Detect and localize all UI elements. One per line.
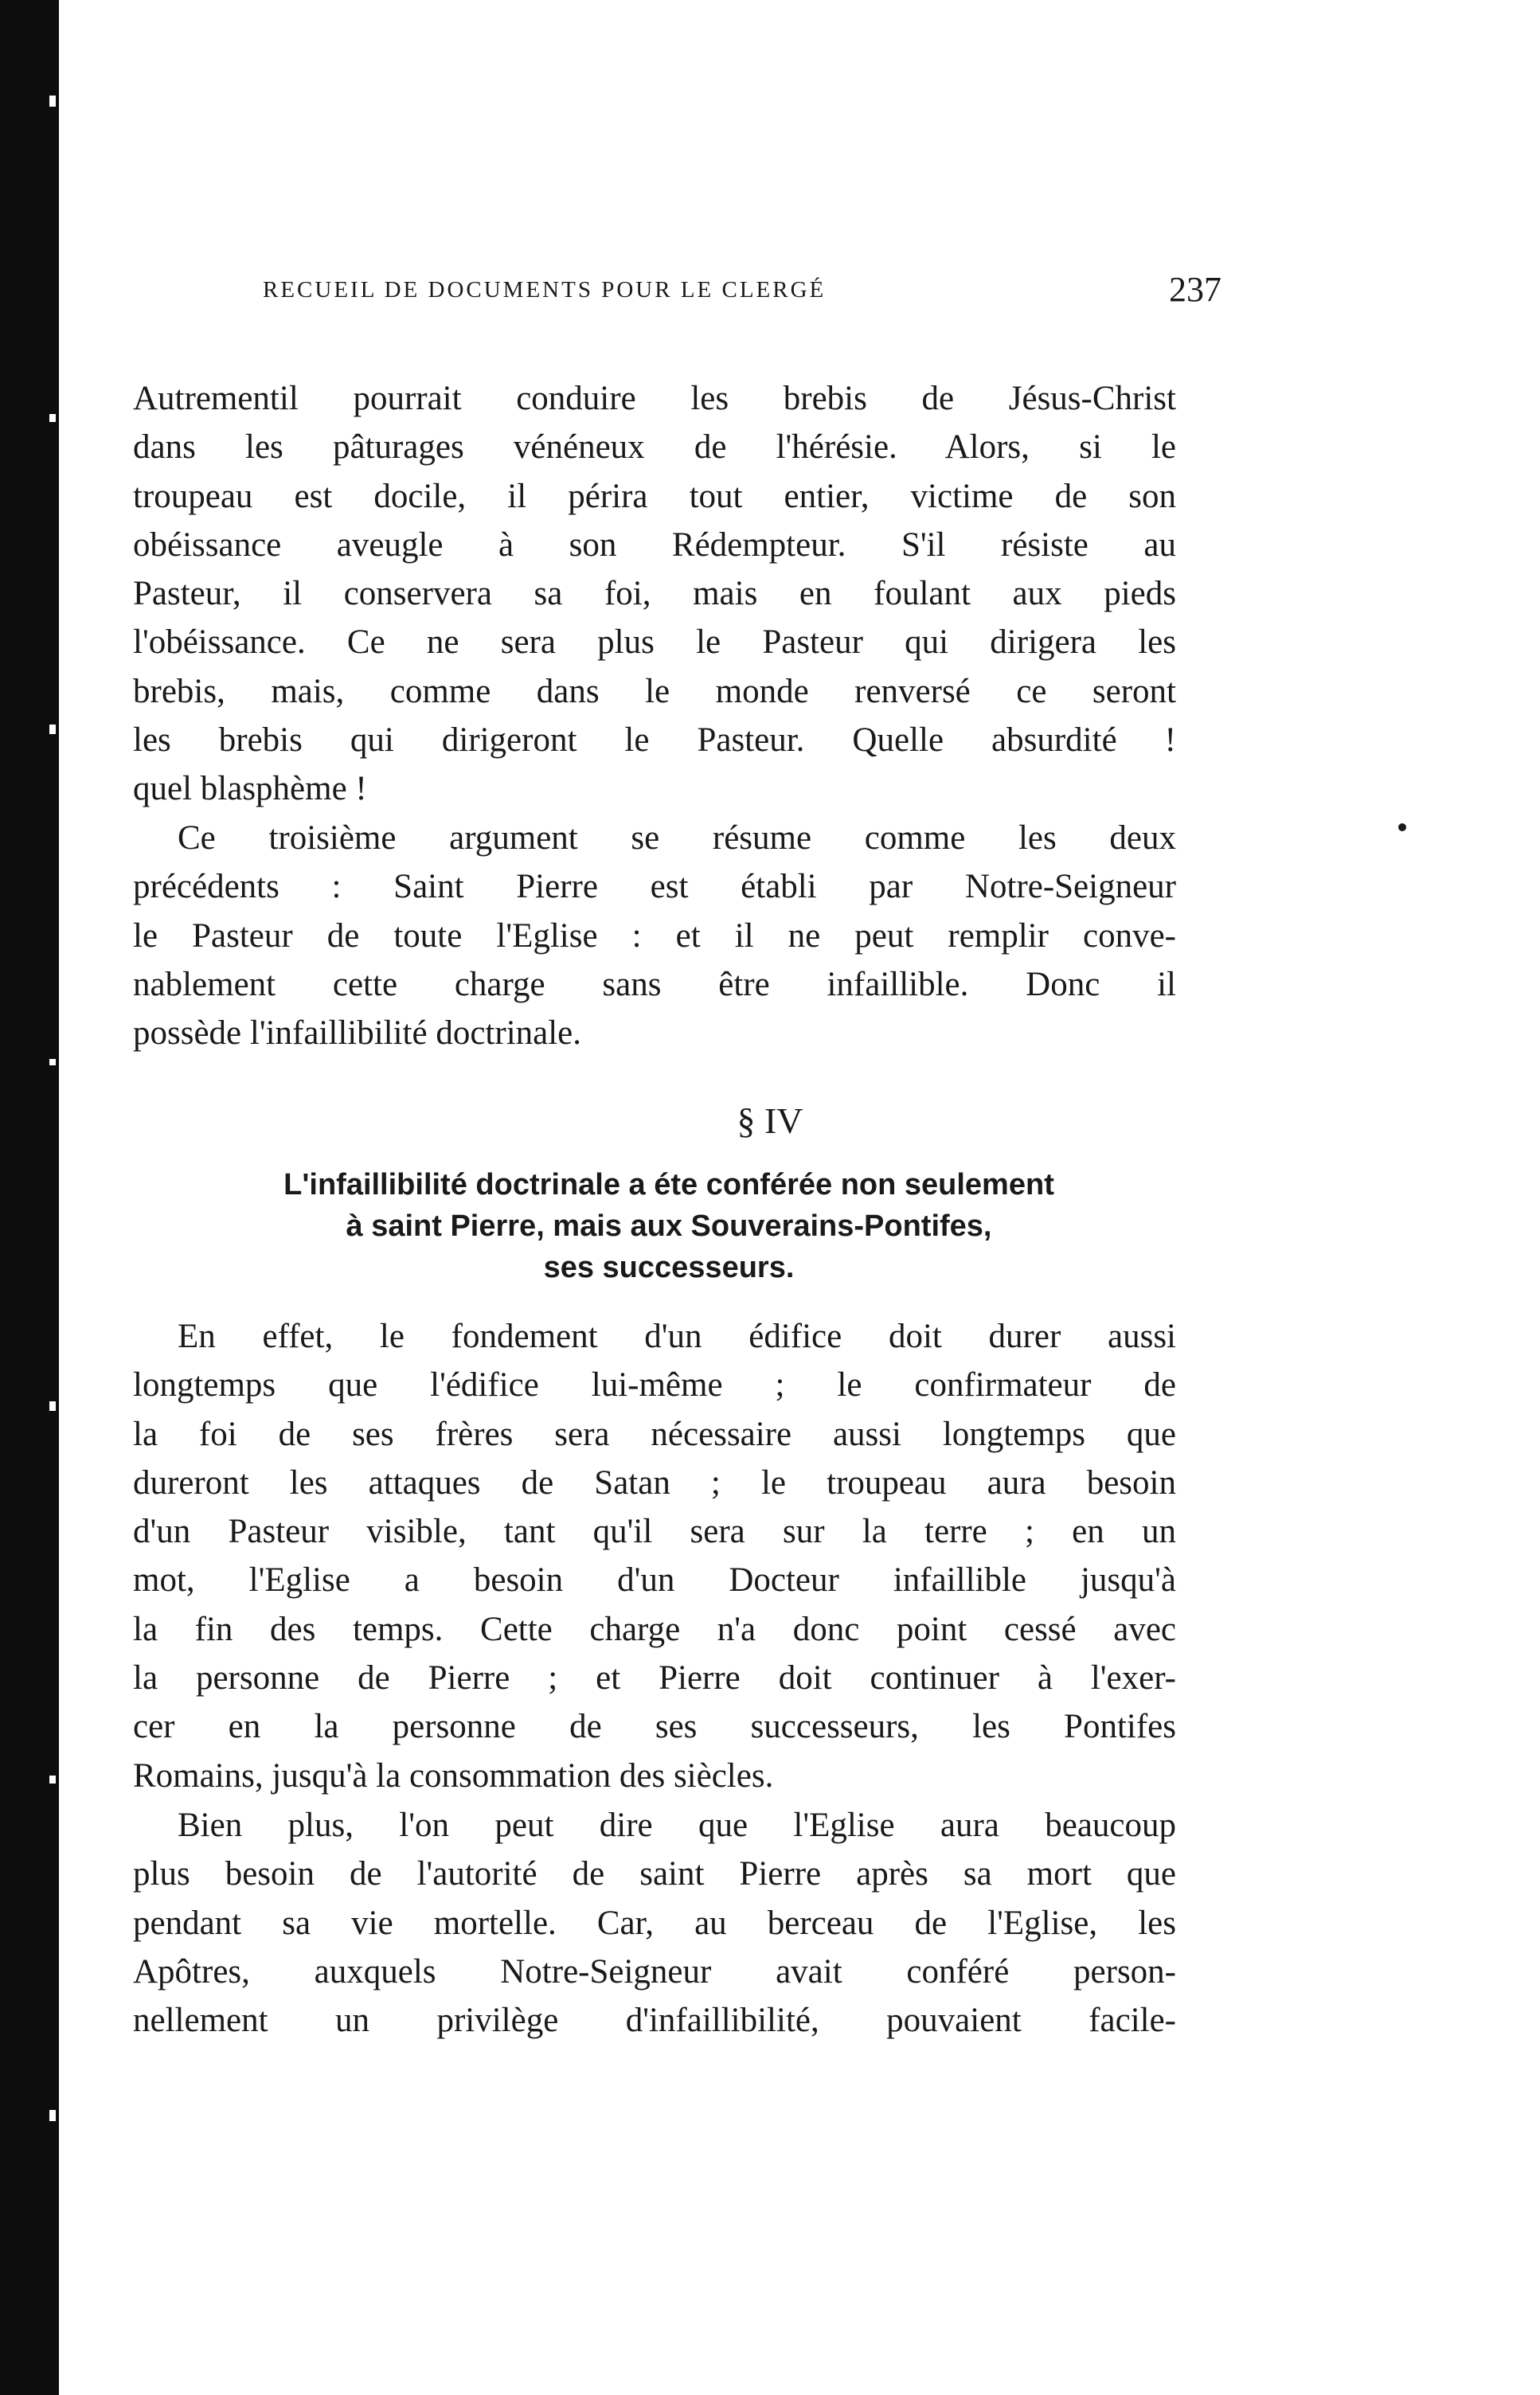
heading-line: à saint Pierre, mais aux Souverains-Pontifes, [346,1209,992,1243]
text-line: la fin des temps. Cette charge n'a donc point cessé avec [133,1610,1176,1648]
text-line: la personne de Pierre ; et Pierre doit continuer à l'exer- [133,1659,1176,1698]
page-header [263,268,1221,312]
text-line: d'un Pasteur visible, tant qu'il sera sur la terre ; en un [133,1513,1176,1551]
paragraph-4 [133,1801,1176,2045]
text-line: plus besoin de l'autorité de saint Pierre après sa mort que [133,1855,1176,1893]
binding-speck [49,725,56,734]
section-mark: § IV [737,1100,803,1141]
text-line: En effet, le fondement d'un édifice doit durer aussi [178,1318,1176,1355]
binding-edge [0,0,59,2395]
text-line: précédents : Saint Pierre est établi par Notre-Seigneur [133,868,1176,906]
text-line: dans les pâturages vénéneux de l'hérésie. Alors, si le [133,428,1176,467]
text-line: Autrementil pourrait conduire les brebis de Jésus-Christ [133,380,1176,417]
binding-speck [49,1776,56,1784]
text-line: obéissance aveugle à son Rédempteur. S'il résiste au [133,525,1176,564]
text-line: Ce troisième argument se résume comme les deux [178,819,1176,857]
text-line: brebis, mais, comme dans le monde renversé ce seront [133,672,1176,710]
text-line: le Pasteur de toute l'Eglise : et il ne peut remplir conve- [133,916,1176,955]
page-number: 237 [1169,270,1221,309]
text-line: Pasteur, il conservera sa foi, mais en foulant aux pieds [133,575,1176,613]
running-head: RECUEIL DE DOCUMENTS POUR LE CLERGÉ [263,277,827,303]
ink-speck [1398,823,1406,831]
text-line: Apôtres, auxquels Notre-Seigneur avait conféré person- [133,1952,1176,1991]
text-line: pendant sa vie mortelle. Car, au berceau de l'Eglise, les [133,1904,1176,1942]
text-line: Bien plus, l'on peut dire que l'Eglise aura beaucoup [178,1807,1176,1844]
binding-speck [49,1401,56,1411]
text-line: la foi de ses frères sera nécessaire aussi longtemps que [133,1415,1176,1453]
text-line: longtemps que l'édifice lui-même ; le confirmateur de [133,1366,1176,1405]
binding-speck [49,414,56,422]
text-line: mot, l'Eglise a besoin d'un Docteur infaillible jusqu'à [133,1561,1176,1600]
binding-speck [49,2110,56,2121]
text-line: dureront les attaques de Satan ; le troupeau aura besoin [133,1463,1176,1502]
paragraph-3 [133,1312,1176,1800]
text-line: cer en la personne de ses successeurs, les Pontifes [133,1708,1176,1746]
text-line: nellement un privilège d'infaillibilité, pouvaient facile- [133,2002,1176,2040]
paragraph-2 [133,814,1176,1057]
binding-speck [49,96,56,107]
text-line: quel blasphème ! [133,770,367,808]
section-heading [159,1164,1178,1288]
heading-line: L'infaillibilité doctrinale a éte conférée non seulement [283,1168,1054,1201]
heading-line: ses successeurs. [543,1251,795,1284]
paragraph-1 [133,374,1176,814]
text-line: nablement cette charge sans être infaillible. Donc il [133,965,1176,1003]
text-line: possède l'infaillibilité doctrinale. [133,1014,582,1053]
text-line: l'obéissance. Ce ne sera plus le Pasteur qui dirigera les [133,623,1176,662]
text-line: troupeau est docile, il périra tout entier, victime de son [133,477,1176,515]
text-line: Romains, jusqu'à la consommation des siècles. [133,1756,774,1795]
text-line: les brebis qui dirigeront le Pasteur. Quelle absurdité ! [133,721,1176,760]
binding-speck [49,1059,56,1065]
